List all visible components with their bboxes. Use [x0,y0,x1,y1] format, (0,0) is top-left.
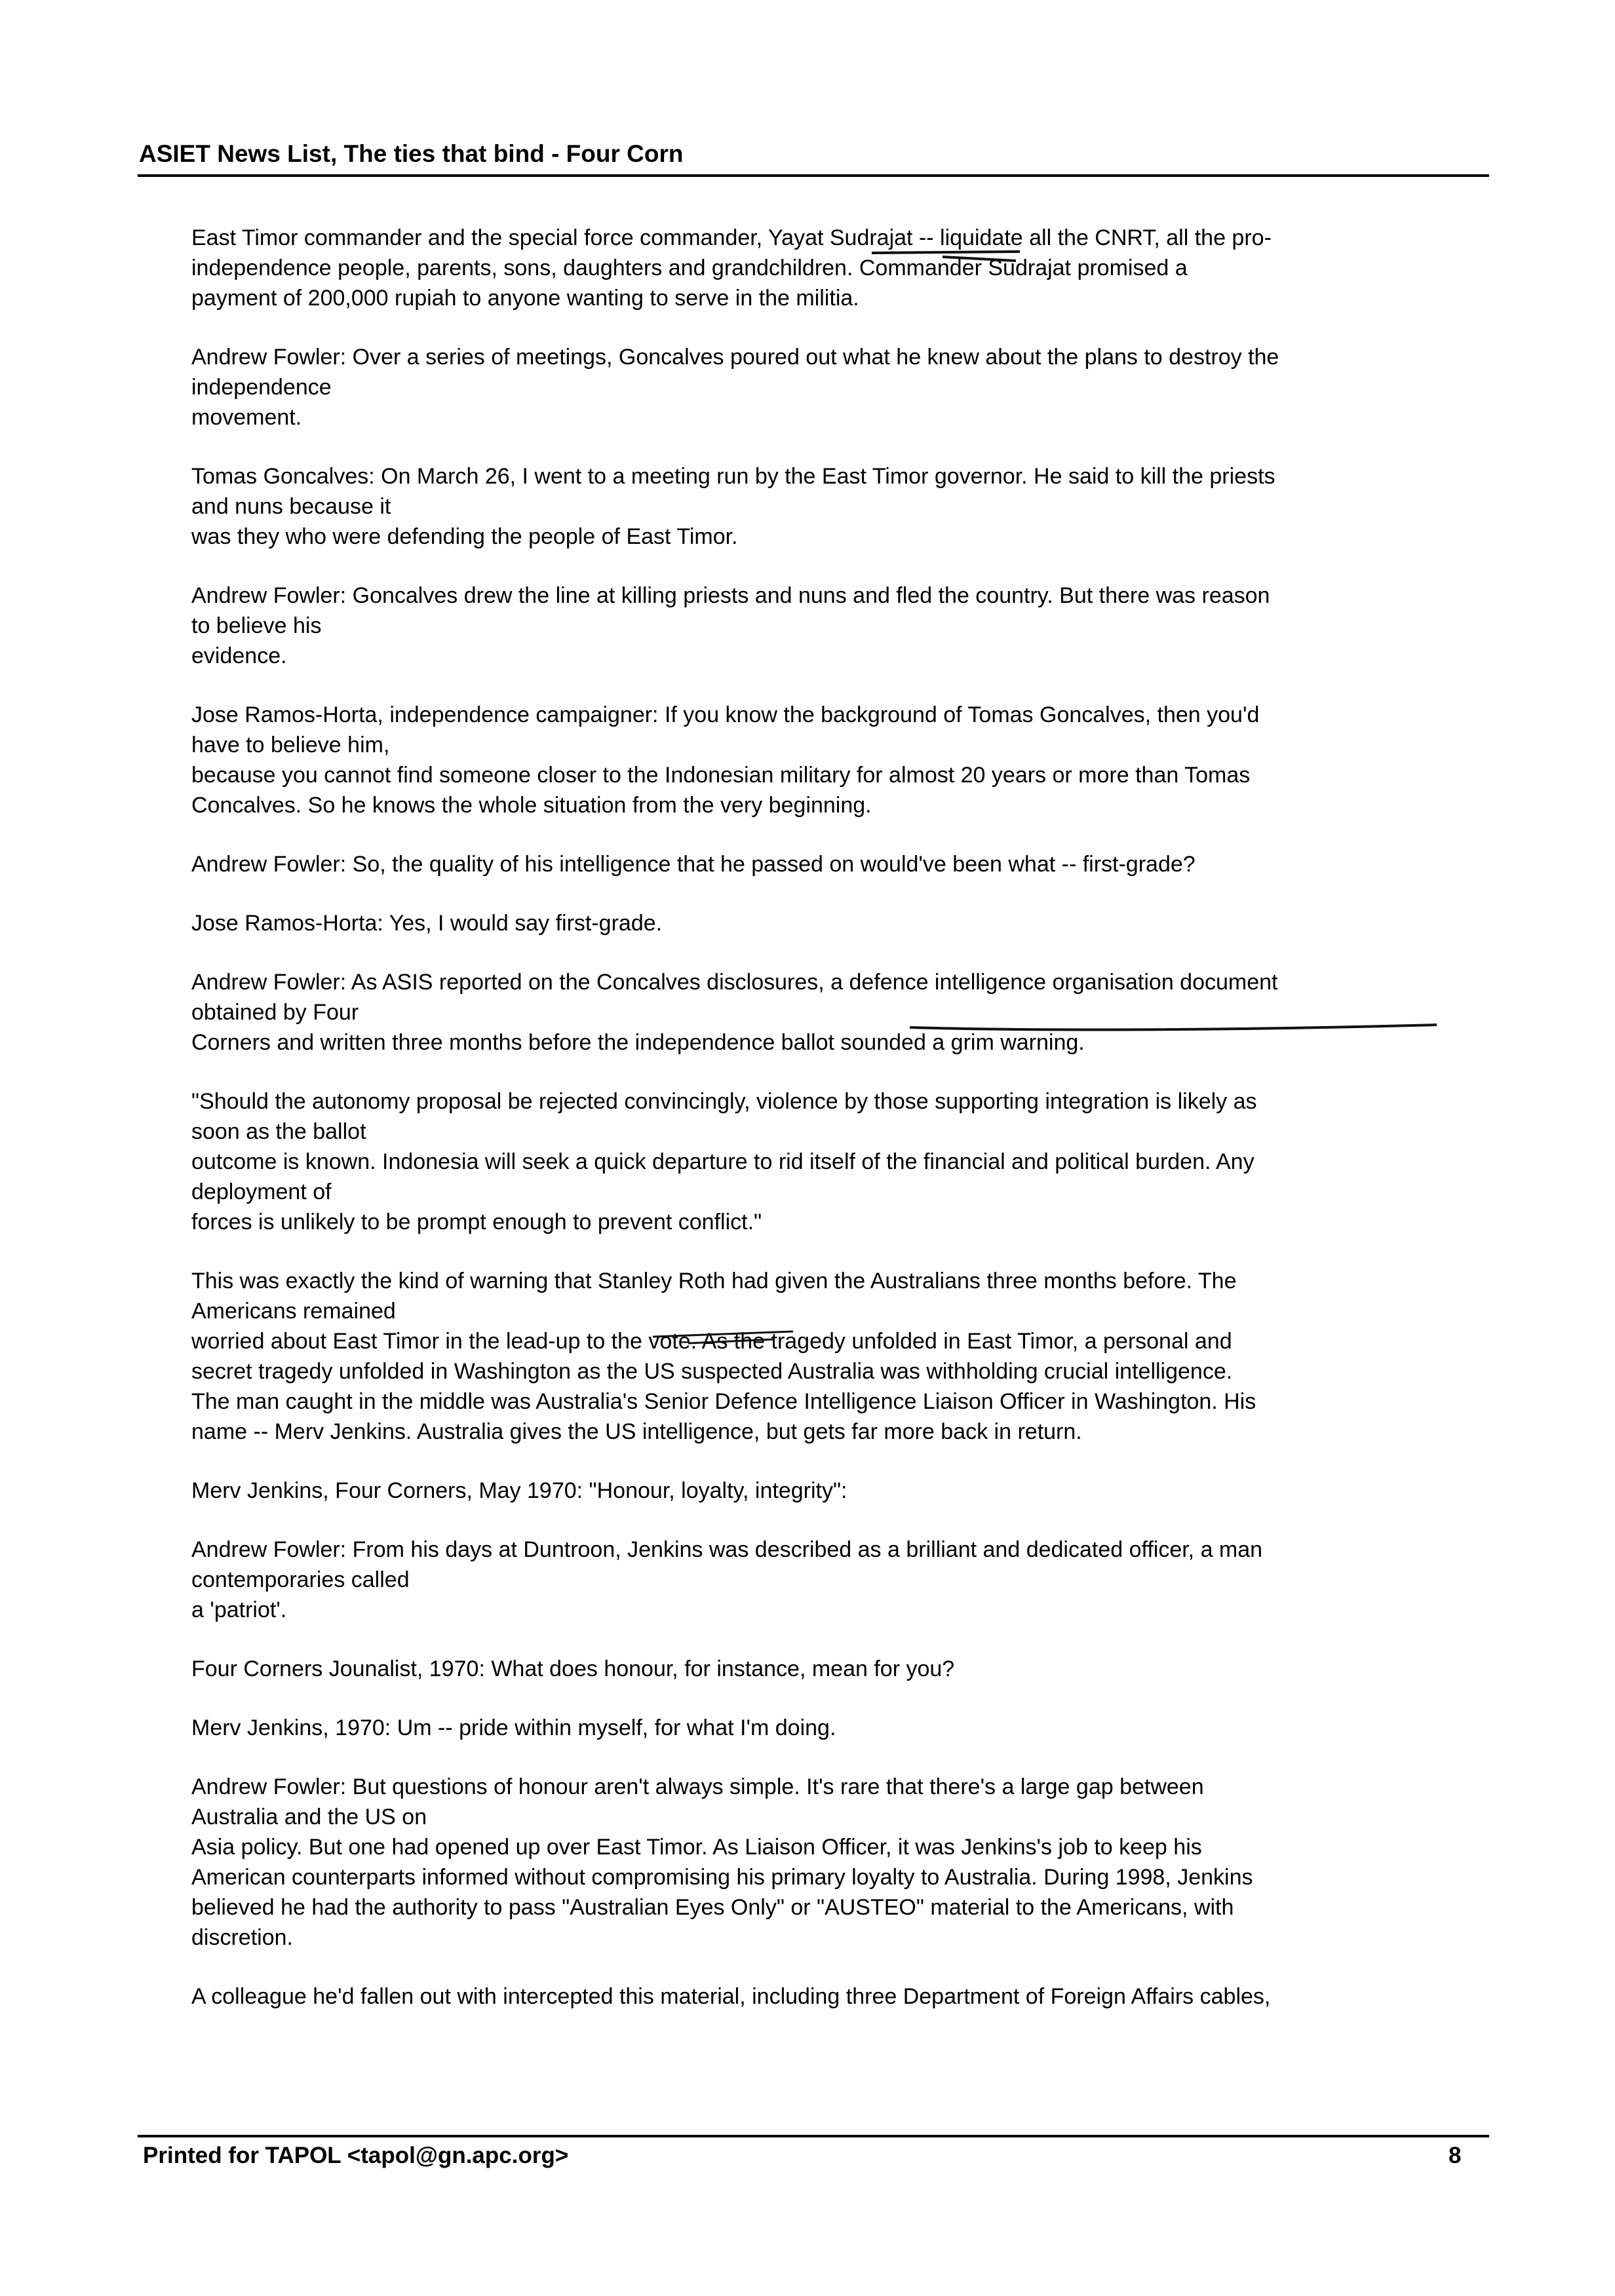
page-number: 8 [1449,2143,1462,2168]
footer-divider [138,2135,1489,2137]
paragraph: Tomas Goncalves: On March 26, I went to a meeting run by the East Timor governor. He said to kill the priests and nuns because it was they who were defending the people of East Timor. [191,464,1275,549]
pen-underline-mark [872,252,1020,261]
paragraph: "Should the autonomy proposal be rejected convincingly, violence by those supporting integration is likely as soon as the ballot outcome is known. Indonesia will seek a quick departure to rid itself of the financial and political burden. Any deployment of forces is unlikely to be prompt enough to prevent conflict." [191,1089,1257,1234]
page-header-title: ASIET News List, The ties that bind - Four Corn [139,140,684,167]
paragraph: Jose Ramos-Horta: Yes, I would say first-grade. [191,911,663,936]
paragraph: Andrew Fowler: Over a series of meetings, Goncalves poured out what he knew about the plans to destroy the independence movement. [191,345,1279,430]
pen-underline-mark [653,1331,793,1343]
paragraph: Andrew Fowler: Goncalves drew the line at killing priests and nuns and fled the country. But there was reason to believe his evidence. [191,583,1270,668]
paragraph: Four Corners Jounalist, 1970: What does honour, for instance, mean for you? [191,1656,955,1681]
paragraph: Andrew Fowler: From his days at Duntroon, Jenkins was described as a brilliant and dedicated officer, a man contemporaries called a 'patriot'. [191,1537,1263,1622]
paragraph: East Timor commander and the special force commander, Yayat Sudrajat -- liquidate all the CNRT, all the pro- independence people, parents, sons, daughters and grandchildren. Commander Sudrajat promised a payment of 200,000 rupiah to anyone wanting to serve in the militia. [191,225,1272,311]
paragraph: Merv Jenkins, Four Corners, May 1970: "Honour, loyalty, integrity": [191,1478,847,1503]
paragraph: Merv Jenkins, 1970: Um -- pride within myself, for what I'm doing. [191,1715,836,1740]
paragraph: Andrew Fowler: So, the quality of his intelligence that he passed on would've been what -- first-grade? [191,852,1196,877]
paragraph: This was exactly the kind of warning that Stanley Roth had given the Australians three months before. The Americans remained worried about East Timor in the lead-up to the vote. As the tragedy unfolded in East Timor, a personal and secret tragedy unfolded in Washington as the US suspected Australia was withholding crucial intelligence. The man caught in the middle was Australia's Senior Defence Intelligence Liaison Officer in Washington. His name -- Merv Jenkins. Australia gives the US intelligence, but gets far more back in return. [191,1269,1256,1444]
pen-underline-mark [910,1025,1437,1029]
paragraph: Andrew Fowler: As ASIS reported on the Concalves disclosures, a defence intelligence organisation document obtained by Four Corners and written three months before the independence ballot sounded a grim warning. [191,970,1278,1055]
paragraph: Andrew Fowler: But questions of honour aren't always simple. It's rare that there's a large gap between Australia and the US on Asia policy. But one had opened up over East Timor. As Liaison Officer, it was Jenkins's job to keep his American counterparts informed without compromising his primary loyalty to Australia. During 1998, Jenkins believed he had the authority to pass "Australian Eyes Only" or "AUSTEO" material to the Americans, with discretion. [191,1774,1253,1950]
paragraph: Jose Ramos-Horta, independence campaigner: If you know the background of Tomas Goncalves, then you'd have to believe him, because you cannot find someone closer to the Indonesian military for almost 20 years or more than Tomas Concalves. So he knows the whole situation from the very beginning. [191,702,1260,818]
footer-printed-for: Printed for TAPOL <tapol@gn.apc.org> [143,2143,569,2168]
paragraph: A colleague he'd fallen out with intercepted this material, including three Department of Foreign Affairs cables, [191,1984,1271,2009]
